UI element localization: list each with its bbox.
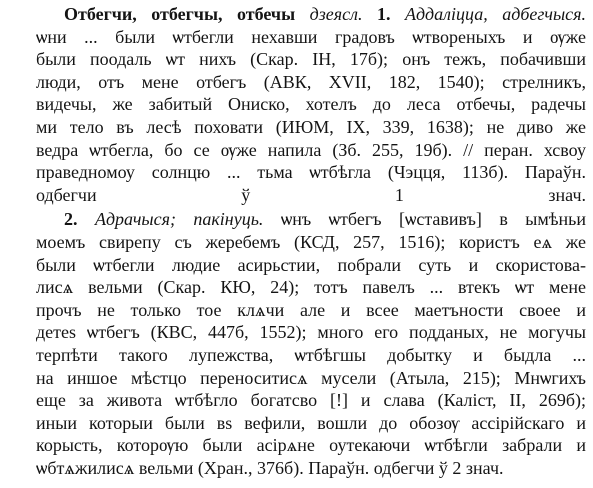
text-line: праведномоу солнцю ... тьма ѡтбѣгла (Чэцця, 113б). Параўн. <box>36 162 586 183</box>
text-line: корысть, которѹю были асірѧне оутекаючи ѡтбѣгли забрали и <box>36 435 586 456</box>
text-line: лисѧ вельми (Скар. КЮ, 24); тотъ павелъ ... втекъ ѡт мене <box>36 277 586 298</box>
sense-number: 1. <box>376 4 391 24</box>
text-line: моемъ свирепу съ жеребемъ (КСД, 257, 1516); користъ еѧ же <box>36 231 586 252</box>
entry-line <box>8 208 586 231</box>
text-line: прочъ не только тое клѧчи але и всее маетъности своее и <box>36 299 586 320</box>
text-line: иныи которыи были вs вефили, вошли до обозѹ ассірійскаго и <box>36 412 586 433</box>
text-line: на иншое мѣстцо переноситисѧ мусели (Атыла, 215); Мнѡгихъ <box>36 367 586 388</box>
sense-number: 2. <box>64 209 78 230</box>
part-of-speech: дзеясл. <box>309 4 363 24</box>
text-line: люди, отъ мене отбегъ (АВК, XVII, 182, 1540); стрелникъ, <box>36 71 586 92</box>
text-line: ѡни ... были ѡтбегли нехавши градовъ ѡтвореныхъ и ѹже <box>36 26 586 47</box>
entry-line <box>8 3 586 26</box>
text-line: ми тело въ лесѣ поховати (ИЮМ, IX, 339, 1638); не диво же <box>36 116 586 137</box>
sense-1-paragraph <box>8 3 586 206</box>
sense-2-paragraph <box>8 208 586 479</box>
text-line: видечы, же забитый Ониско, хотелъ до леса отбечы, радечы <box>36 94 586 115</box>
text-fragment: ѡнъ ѡтбегъ [ѡставивъ] в ымѣньи <box>280 209 587 230</box>
sense-definition: Аддаліцца, адбегчыся. <box>404 4 587 24</box>
sense-definition: Адрачыся; пакінуць. <box>94 209 264 230</box>
headword: Отбегчи, отбегчы, отбечы <box>64 4 296 24</box>
dictionary-entry <box>8 3 586 479</box>
text-line: ведра ѡтбегла, бо се ѹже напила (Зб. 255, 19б). // перан. хсвоу <box>36 139 586 160</box>
text-line: детеs ѡтбегъ (КВС, 447б, 1552); много его подданых, не могучы <box>36 322 586 343</box>
text-line: были ѡтбегли людие асирьстии, побрали суть и скористова- <box>36 254 586 275</box>
text-line: одбегчи ў 1 знач. <box>36 184 586 205</box>
text-line: терпѣти такого лупежства, ѡтбѣгшы добытку и быдла ... <box>36 344 586 365</box>
text-line: ѡбтѧжилисѧ вельми (Хран., 376б). Параўн. одбегчи ў 2 знач. <box>36 457 504 478</box>
text-line: еще за живота ѡтбѣгло богатсво [!] и слава (Каліст, II, 269б); <box>36 390 586 411</box>
text-line: были поодаль ѡт нихъ (Скар. ІН, 17б); онъ тежъ, побачивши <box>36 49 586 70</box>
